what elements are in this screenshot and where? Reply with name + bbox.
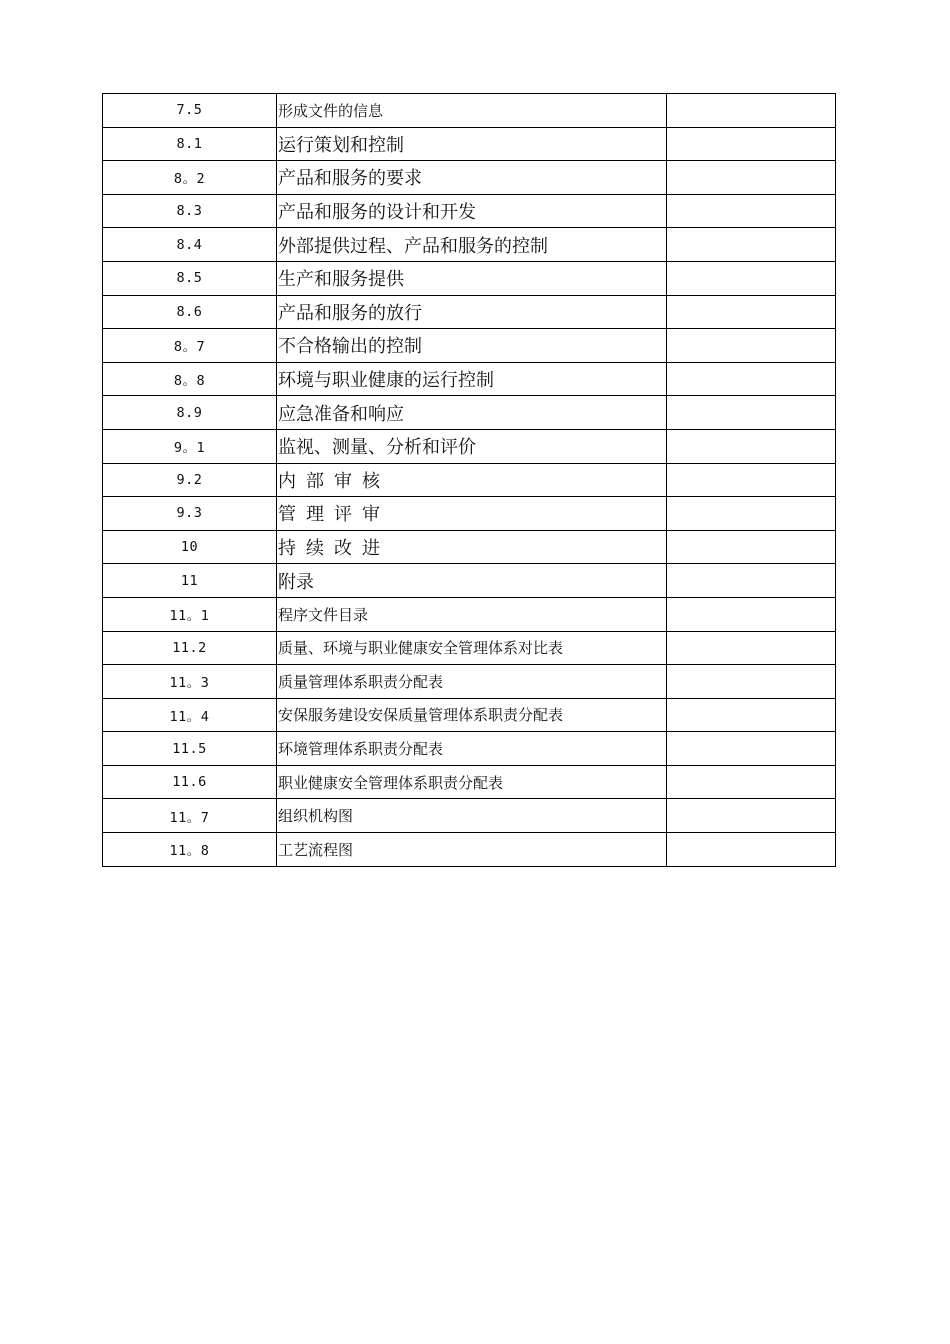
section-number: 10 xyxy=(103,530,277,564)
empty-cell xyxy=(667,564,836,598)
table-row xyxy=(103,295,836,329)
section-title: 形成文件的信息 xyxy=(277,94,667,128)
table-row xyxy=(103,127,836,161)
section-title: 管理评审 xyxy=(277,497,667,531)
section-number: 11。7 xyxy=(103,799,277,833)
section-title: 职业健康安全管理体系职责分配表 xyxy=(277,765,667,799)
section-title: 程序文件目录 xyxy=(277,597,667,631)
section-number: 11.5 xyxy=(103,732,277,766)
empty-cell xyxy=(667,799,836,833)
table-row xyxy=(103,833,836,867)
section-title: 附录 xyxy=(277,564,667,598)
section-number: 8.5 xyxy=(103,261,277,295)
section-number: 8.4 xyxy=(103,228,277,262)
section-title: 质量管理体系职责分配表 xyxy=(277,665,667,699)
section-title: 质量、环境与职业健康安全管理体系对比表 xyxy=(277,631,667,665)
empty-cell xyxy=(667,530,836,564)
section-number: 8.1 xyxy=(103,127,277,161)
section-number: 8。8 xyxy=(103,362,277,396)
table-row xyxy=(103,94,836,128)
section-number: 8.9 xyxy=(103,396,277,430)
section-number: 8。7 xyxy=(103,329,277,363)
table-row xyxy=(103,228,836,262)
empty-cell xyxy=(667,765,836,799)
table-row xyxy=(103,665,836,699)
empty-cell xyxy=(667,698,836,732)
table-row xyxy=(103,194,836,228)
section-title: 产品和服务的设计和开发 xyxy=(277,194,667,228)
table-row xyxy=(103,261,836,295)
section-title: 持续改进 xyxy=(277,530,667,564)
section-number: 9.2 xyxy=(103,463,277,497)
table-row xyxy=(103,799,836,833)
table-row xyxy=(103,429,836,463)
empty-cell xyxy=(667,631,836,665)
table-row xyxy=(103,497,836,531)
section-title: 产品和服务的要求 xyxy=(277,161,667,195)
table-row xyxy=(103,362,836,396)
empty-cell xyxy=(667,665,836,699)
toc-table xyxy=(102,93,836,867)
section-title: 内部审核 xyxy=(277,463,667,497)
toc-table-body xyxy=(103,94,836,867)
empty-cell xyxy=(667,329,836,363)
table-row xyxy=(103,597,836,631)
section-number: 11。8 xyxy=(103,833,277,867)
section-number: 8.3 xyxy=(103,194,277,228)
section-number: 11。3 xyxy=(103,665,277,699)
empty-cell xyxy=(667,362,836,396)
section-number: 8。2 xyxy=(103,161,277,195)
section-title: 生产和服务提供 xyxy=(277,261,667,295)
section-title: 不合格输出的控制 xyxy=(277,329,667,363)
table-row xyxy=(103,631,836,665)
section-number: 11.6 xyxy=(103,765,277,799)
section-title: 安保服务建设安保质量管理体系职责分配表 xyxy=(277,698,667,732)
table-row xyxy=(103,564,836,598)
empty-cell xyxy=(667,396,836,430)
section-title: 组织机构图 xyxy=(277,799,667,833)
section-number: 11.2 xyxy=(103,631,277,665)
table-row xyxy=(103,396,836,430)
table-row xyxy=(103,161,836,195)
section-title: 产品和服务的放行 xyxy=(277,295,667,329)
empty-cell xyxy=(667,261,836,295)
section-number: 7.5 xyxy=(103,94,277,128)
section-number: 11 xyxy=(103,564,277,598)
section-number: 11。1 xyxy=(103,597,277,631)
empty-cell xyxy=(667,597,836,631)
empty-cell xyxy=(667,497,836,531)
empty-cell xyxy=(667,228,836,262)
section-number: 9.3 xyxy=(103,497,277,531)
section-title: 环境与职业健康的运行控制 xyxy=(277,362,667,396)
empty-cell xyxy=(667,194,836,228)
empty-cell xyxy=(667,732,836,766)
section-title: 应急准备和响应 xyxy=(277,396,667,430)
empty-cell xyxy=(667,127,836,161)
section-title: 外部提供过程、产品和服务的控制 xyxy=(277,228,667,262)
section-title: 监视、测量、分析和评价 xyxy=(277,429,667,463)
table-row xyxy=(103,765,836,799)
table-row xyxy=(103,329,836,363)
section-number: 11。4 xyxy=(103,698,277,732)
section-number: 8.6 xyxy=(103,295,277,329)
section-number: 9。1 xyxy=(103,429,277,463)
table-row xyxy=(103,732,836,766)
empty-cell xyxy=(667,161,836,195)
empty-cell xyxy=(667,429,836,463)
empty-cell xyxy=(667,833,836,867)
table-row xyxy=(103,463,836,497)
empty-cell xyxy=(667,94,836,128)
section-title: 工艺流程图 xyxy=(277,833,667,867)
empty-cell xyxy=(667,463,836,497)
empty-cell xyxy=(667,295,836,329)
section-title: 运行策划和控制 xyxy=(277,127,667,161)
table-row xyxy=(103,698,836,732)
section-title: 环境管理体系职责分配表 xyxy=(277,732,667,766)
table-row xyxy=(103,530,836,564)
